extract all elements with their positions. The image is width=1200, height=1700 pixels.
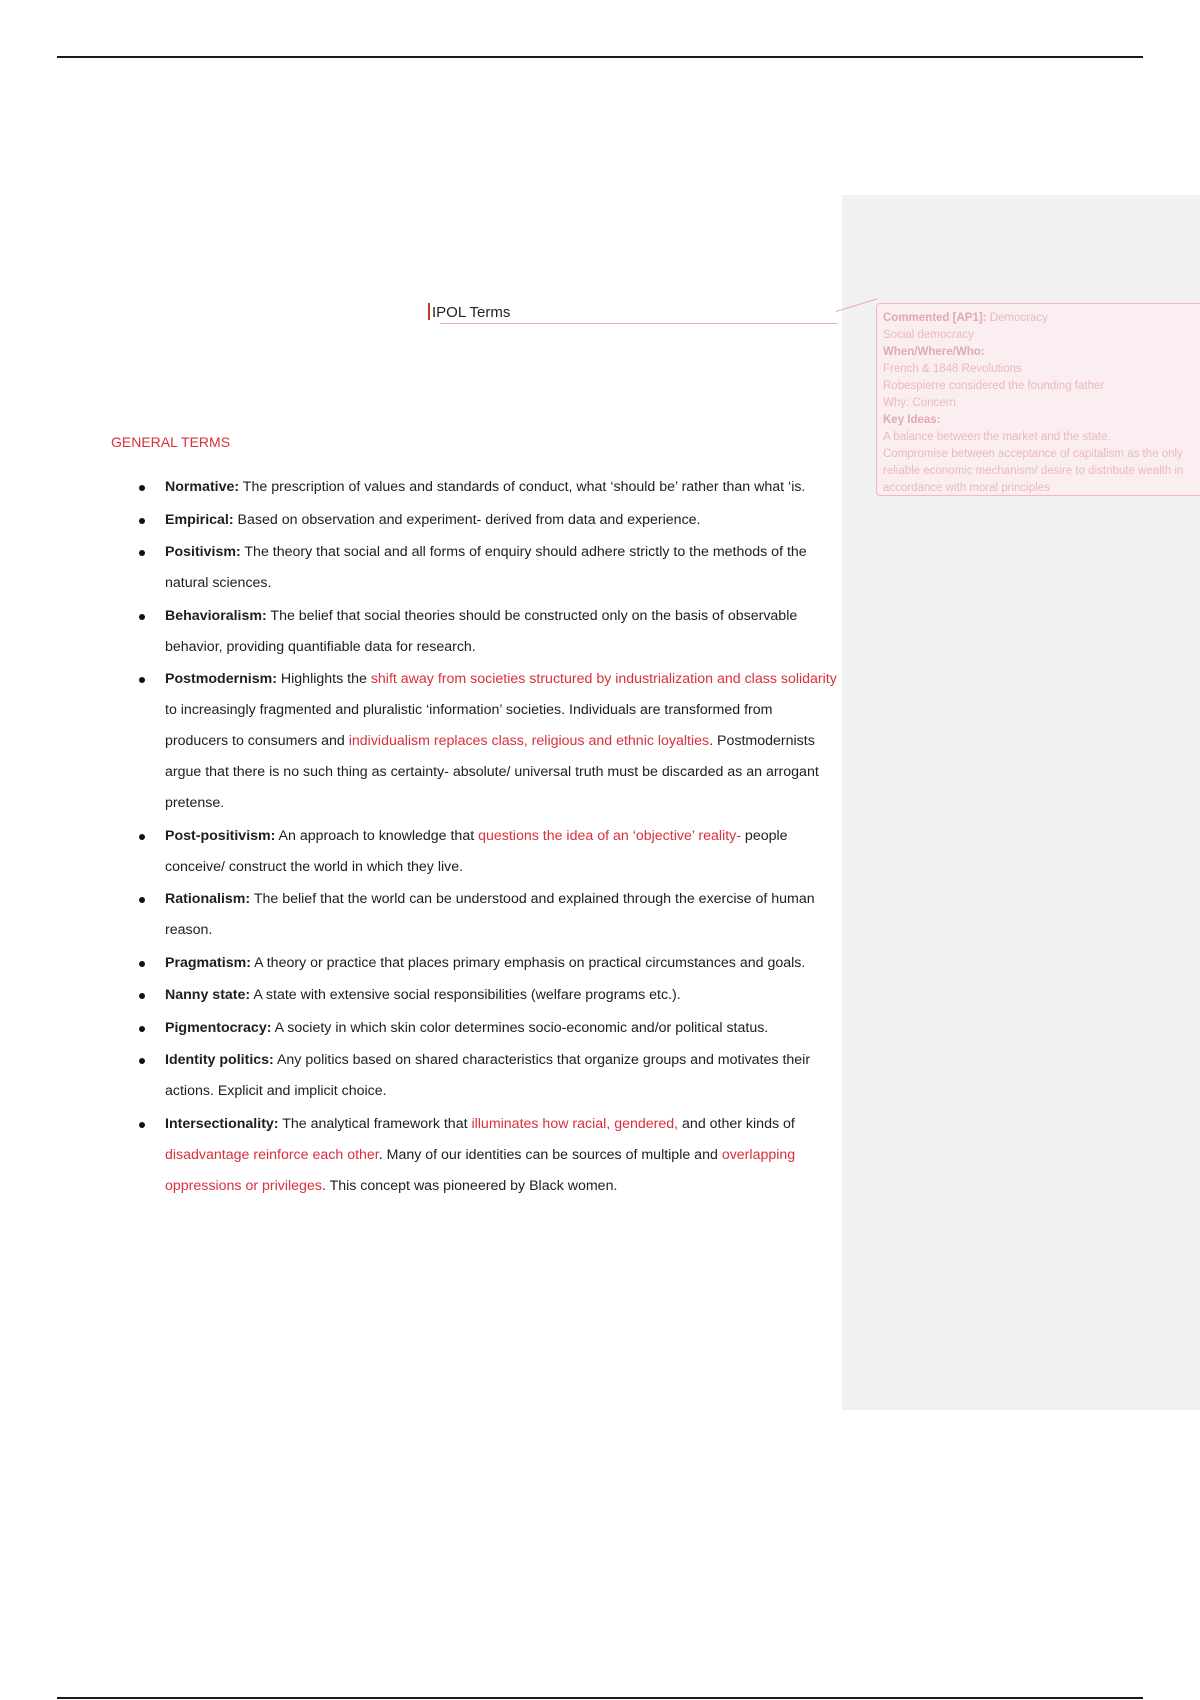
term-item [138,948,838,979]
comment-line: French & 1848 Revolutions [883,363,1022,375]
highlighted-text: illuminates how racial, gendered, [471,1115,679,1132]
comment-line: reliable economic mechanism/ desire to distribute wealth in [883,465,1184,477]
term-item [138,505,838,536]
comment-line: A balance between the market and the state. [883,431,1111,443]
comment-anchor-line [440,323,838,324]
definition-text: The analytical framework that [278,1115,472,1132]
term-item [138,664,838,819]
term-name: Pragmatism: [165,954,251,971]
term-item [138,537,838,599]
comment-line: accordance with moral principles [883,482,1050,494]
section-heading: GENERAL TERMS [111,434,231,450]
term-item [138,980,838,1011]
term-item [138,1109,838,1202]
term-name: Rationalism: [165,891,251,907]
term-item [138,1045,838,1107]
comment-line: When/Where/Who: [883,346,985,358]
definition-text: A society in which skin color determines socio-economic and/or political status. [271,1019,769,1036]
definition-text: and other kinds of [678,1115,795,1132]
definition-text: The belief that social theories should be constructed only on the basis of observable behavior, providing quantifiable data for research. [165,607,798,655]
comment-line: Robespierre considered the founding father [883,380,1105,392]
text-cursor [428,303,430,320]
definition-text: . Many of our identities can be sources of multiple and [378,1146,722,1163]
comment-body [883,327,1200,496]
highlighted-text: disadvantage reinforce each other [165,1146,379,1163]
definition-text: to increasingly fragmented and pluralistic ‘information’ societies. Individuals are transformed from producers to consumers and [165,702,773,749]
term-name: Post-positivism: [165,827,276,844]
term-item [138,1013,838,1044]
document-title[interactable] [428,303,510,321]
comment-label: Commented [AP1]: [883,312,987,324]
comment-header [883,310,1200,327]
footer-rule [57,1697,1143,1699]
term-name: Intersectionality: [165,1115,279,1132]
definition-text: An approach to knowledge that [275,827,479,844]
definition-text: A theory or practice that places primary emphasis on practical circumstances and goals. [250,954,806,971]
term-name: Postmodernism: [165,671,277,687]
definition-text: A state with extensive social responsibilities (welfare programs etc.). [250,987,681,1003]
term-name: Nanny state: [165,987,251,1003]
highlighted-text: shift away from societies structured by industrialization and class solidarity [370,671,837,687]
comment-balloon[interactable] [876,303,1200,496]
definition-text: The theory that social and all forms of enquiry should adhere strictly to the methods of the natural sciences. [165,544,807,591]
definition-text: Highlights the [276,671,371,687]
terms-list [138,472,838,1203]
term-item [138,884,838,946]
term-name: Empirical: [165,511,234,528]
header-rule [57,56,1143,58]
term-item [138,821,838,883]
term-name: Normative: [165,479,240,495]
definition-text: The prescription of values and standards of conduct, what ‘should be’ rather than what ‘is. [239,479,806,495]
highlighted-text: individualism replaces class, religious and ethnic loyalties [348,733,710,749]
document-title-text: IPOL Terms [432,304,511,321]
term-name: Positivism: [165,544,241,560]
comment-line: Social democracy [883,329,974,341]
term-item [138,472,838,503]
highlighted-text: overlapping oppressions or privileges [165,1146,796,1194]
term-item [138,601,838,663]
term-name: Behavioralism: [165,607,267,624]
comment-line: Compromise between acceptance of capitalism as the only [883,448,1183,460]
definition-text: . Postmodernists argue that there is no such thing as certainty- absolute/ universal truth must be discarded as an arrogant pretense. [165,733,819,811]
term-name: Identity politics: [165,1052,274,1068]
highlighted-text: questions the idea of an ‘objective’ reality- [478,827,741,844]
term-name: Pigmentocracy: [165,1019,272,1036]
definition-text: Based on observation and experiment- derived from data and experience. [233,511,701,528]
definition-text: The belief that the world can be understood and explained through the exercise of human reason. [165,891,815,938]
comment-first-line: Democracy [989,312,1048,324]
definition-text: people conceive/ construct the world in which they live. [165,827,788,875]
comment-line: Why: Concern [883,397,956,409]
comment-line: Key Ideas: [883,414,941,426]
definition-text: . This concept was pioneered by Black women. [321,1177,618,1194]
definition-text: Any politics based on shared characteristics that organize groups and motivates their actions. Explicit and implicit choice. [165,1052,811,1099]
